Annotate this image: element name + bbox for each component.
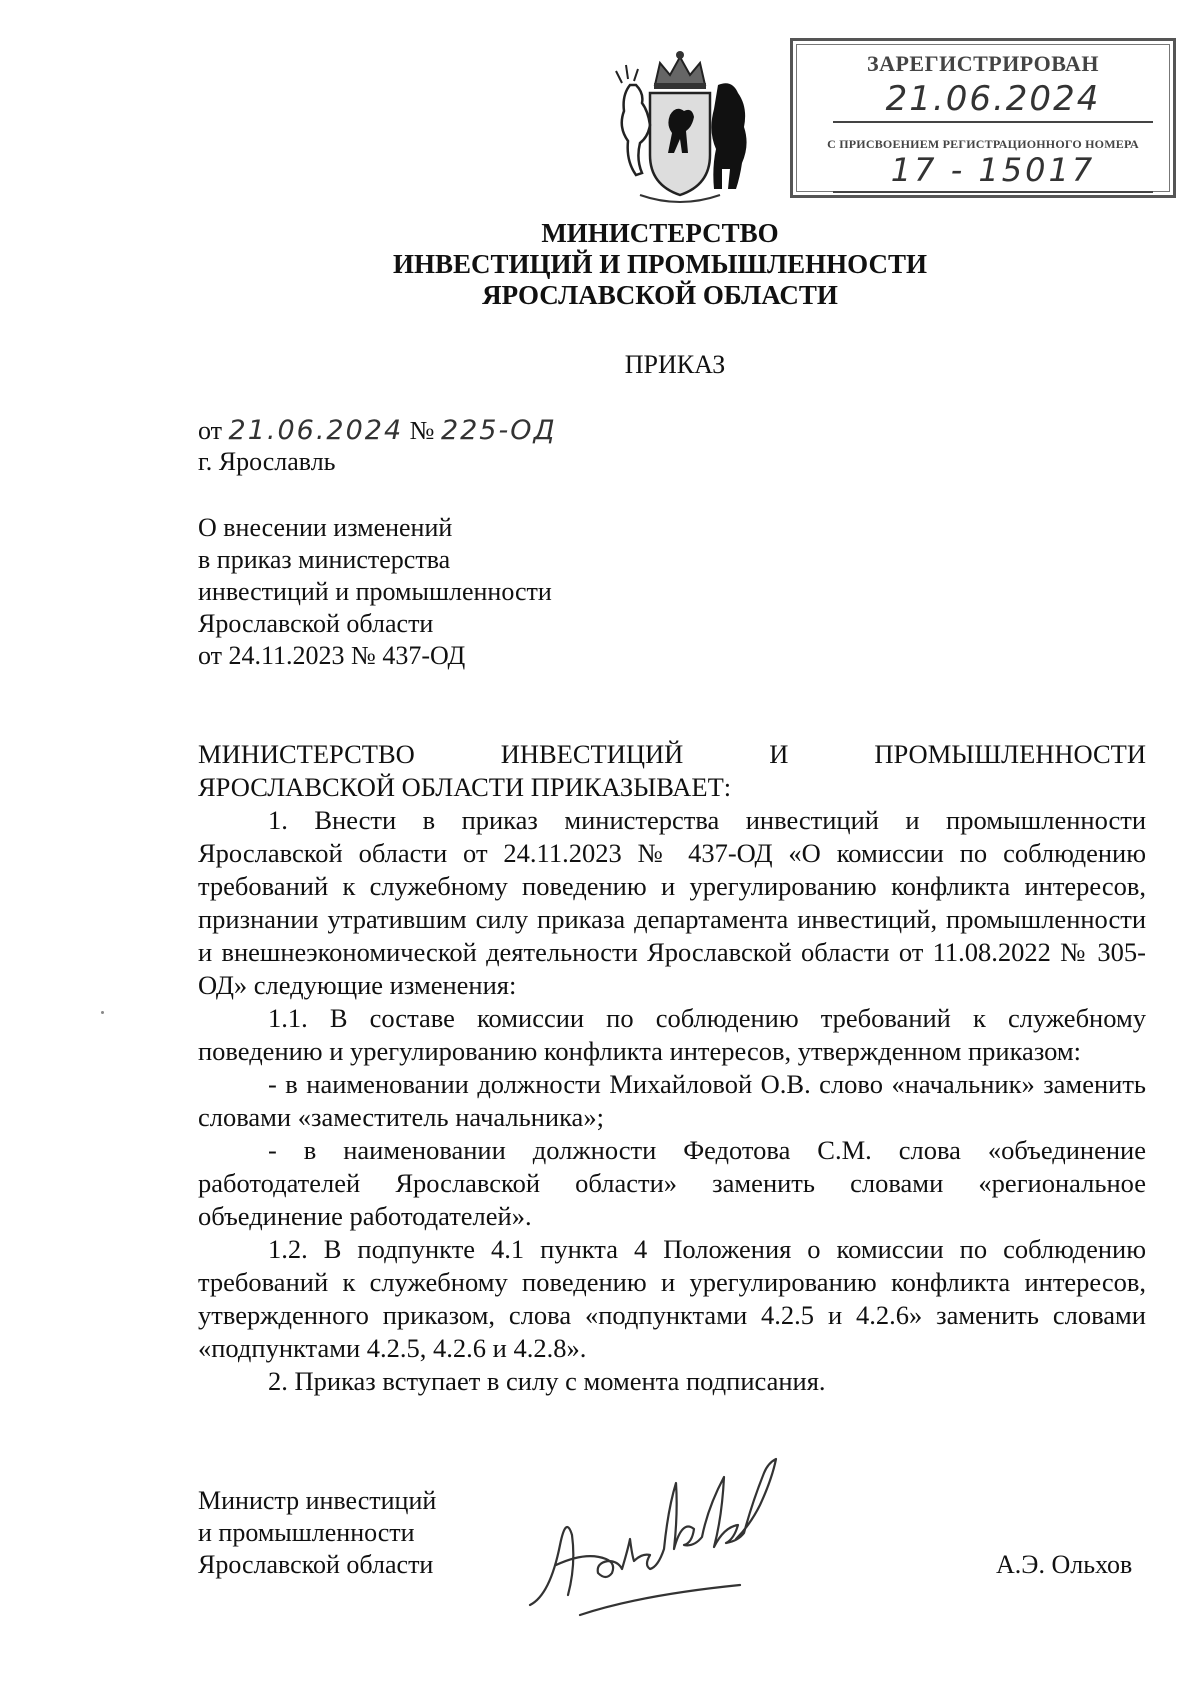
position-line: Ярославской области — [198, 1550, 434, 1579]
body-paragraph: - в наименовании должности Федотова С.М. слова «объединение работодателей Ярославской области» заменить словами «региональное объединение работодателей». — [198, 1135, 1146, 1231]
organization-title — [0, 218, 1200, 311]
document-type: ПРИКАЗ — [624, 350, 726, 379]
coat-of-arms-emblem — [600, 45, 760, 215]
handwritten-date: 21.06.2024 — [228, 415, 404, 446]
org-line: ЯРОСЛАВСКОЙ ОБЛАСТИ — [482, 280, 838, 310]
subject-line: в приказ министерства — [198, 545, 451, 574]
stamp-caption: С ПРИСВОЕНИЕМ РЕГИСТРАЦИОННОГО НОМЕРА — [827, 137, 1139, 151]
subject-line: от 24.11.2023 № 437-ОД — [198, 641, 466, 670]
document-body — [198, 738, 1146, 1398]
position-line: и промышленности — [198, 1518, 415, 1547]
stamp-title: ЗАРЕГИСТРИРОВАН — [866, 51, 1100, 76]
org-line: МИНИСТЕРСТВО — [541, 218, 779, 248]
position-line: Министр инвестиций — [198, 1486, 437, 1515]
body-lead: МИНИСТЕРСТВО ИНВЕСТИЦИЙ И ПРОМЫШЛЕННОСТИ — [198, 739, 1146, 769]
subject-line: инвестиций и промышленности — [198, 577, 552, 606]
stamp-date: 21.06.2024 — [833, 79, 1153, 123]
document-subject — [198, 512, 552, 672]
body-paragraph: 1.2. В подпункте 4.1 пункта 4 Положения о комиссии по соблюдению требований к служебному поведению и урегулированию конфликта интересов, утвержденного приказом, слова «подпунктами 4.2.5 и 4.2.6» заменить словами «подпунктами 4.2.5, 4.2.6 и 4.2.8». — [198, 1234, 1146, 1363]
body-paragraph: 2. Приказ вступает в силу с момента подписания. — [268, 1366, 826, 1396]
number-label: № — [409, 416, 435, 445]
body-paragraph: 1.1. В составе комиссии по соблюдению требований к служебному поведению и урегулированию конфликта интересов, утвержденном приказом: — [198, 1003, 1146, 1066]
body-lead: ЯРОСЛАВСКОЙ ОБЛАСТИ ПРИКАЗЫВАЕТ: — [198, 772, 732, 802]
scan-speck — [101, 1011, 104, 1014]
body-paragraph: 1. Внести в приказ министерства инвестиций и промышленности Ярославской области от 24.11.2023 № 437-ОД «О комиссии по соблюдению требований к служебному поведению и урегулированию конфликта интересов, признании утратившим силу приказа департамента инвестиций, промышленности и внешнеэкономической деятельности Ярославской области от 11.08.2022 № 305-ОД» следующие изменения: — [198, 805, 1146, 1000]
stamp-registration-number: 17 - 15017 — [833, 151, 1153, 193]
org-line: ИНВЕСТИЦИЙ И ПРОМЫШЛЕННОСТИ — [393, 249, 927, 279]
document-dateline — [198, 415, 557, 446]
handwritten-signature — [520, 1455, 840, 1635]
registration-stamp — [790, 38, 1176, 198]
from-label: от — [198, 416, 223, 445]
handwritten-number: 225-ОД — [440, 415, 557, 446]
subject-line: Ярославской области — [198, 609, 434, 638]
signatory-name: А.Э. Ольхов — [996, 1550, 1133, 1579]
city: г. Ярославль — [198, 447, 336, 476]
subject-line: О внесении изменений — [198, 513, 453, 542]
body-paragraph: - в наименовании должности Михайловой О.В. слово «начальник» заменить словами «заместитель начальника»; — [198, 1069, 1146, 1132]
signatory-position — [198, 1485, 436, 1581]
